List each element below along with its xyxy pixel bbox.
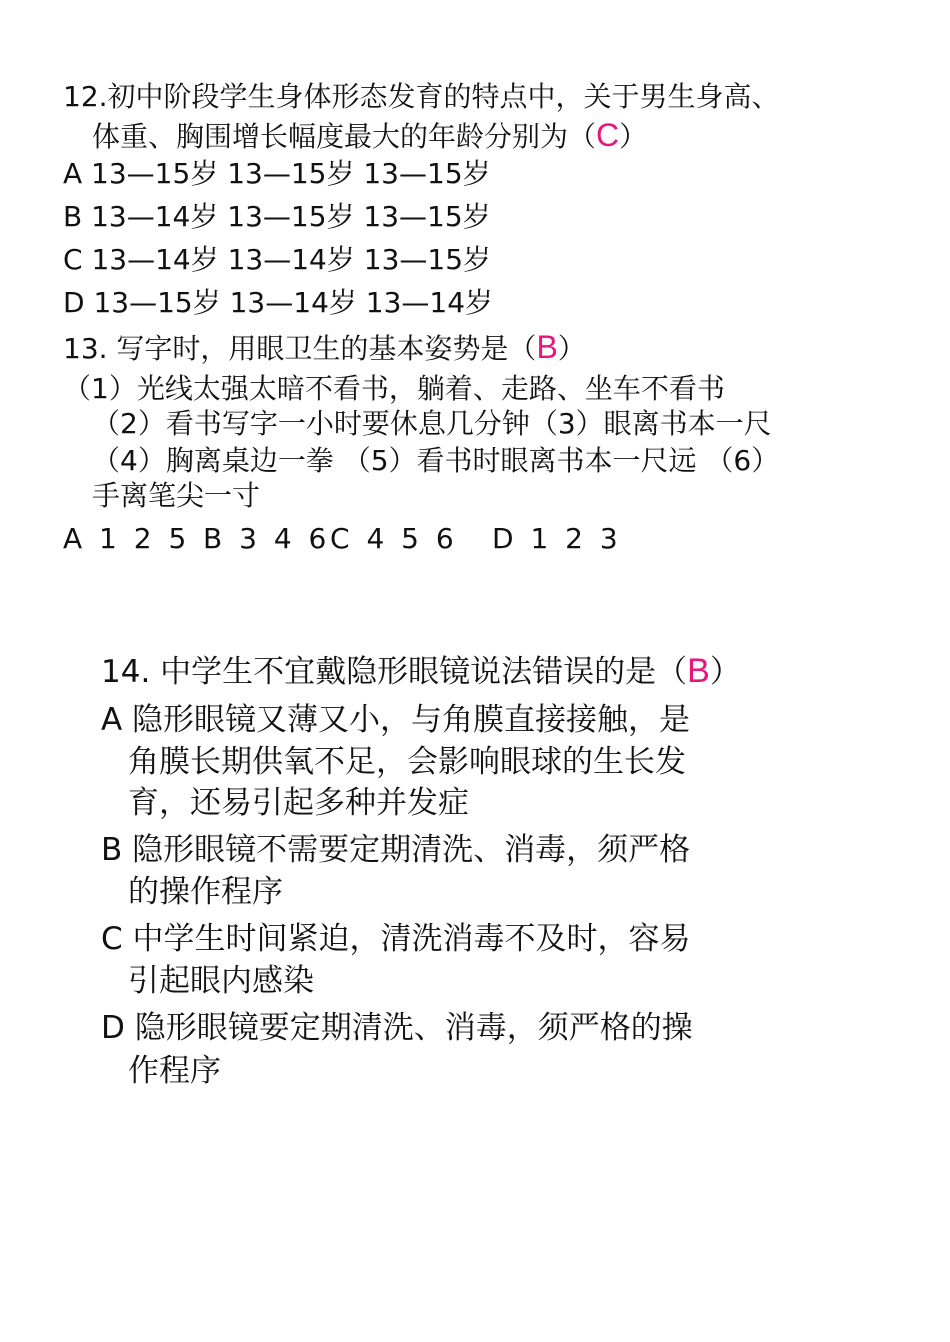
q12-stem-line1: 12.初中阶段学生身体形态发育的特点中，关于男生身高、 bbox=[63, 80, 780, 113]
q14-option-c-line2: 引起眼内感染 bbox=[128, 963, 314, 999]
q12-option-d: D 13—15岁 13—14岁 13—14岁 bbox=[63, 286, 494, 319]
q13-stem bbox=[63, 331, 586, 363]
q12-option-a: A 13—15岁 13—15岁 13—15岁 bbox=[63, 157, 491, 190]
q14-option-b-line2: 的操作程序 bbox=[128, 874, 283, 910]
q13-stem-close: ） bbox=[557, 332, 586, 365]
q14-stem-text: 14. 中学生不宜戴隐形眼镜说法错误的是（ bbox=[101, 654, 688, 690]
q13-item-line: 手离笔尖一寸 bbox=[92, 479, 261, 512]
q14-option-c-line1: C 中学生时间紧迫，清洗消毒不及时，容易 bbox=[101, 921, 691, 957]
q14-option-a-line1: A 隐形眼镜又薄又小，与角膜直接接触，是 bbox=[101, 702, 691, 738]
q12-option-b: B 13—14岁 13—15岁 13—15岁 bbox=[63, 200, 491, 233]
q13-option-d: D 1 2 3 bbox=[492, 522, 622, 555]
q14-stem bbox=[101, 654, 741, 688]
q14-option-d-line2: 作程序 bbox=[128, 1053, 221, 1089]
q13-item-line: （4）胸离桌边一拳 （5）看书时眼离书本一尺远 （6） bbox=[92, 444, 780, 477]
q13-option-b: B 3 4 6 bbox=[203, 522, 331, 555]
q12-answer-mark: C bbox=[596, 117, 620, 153]
q12-stem-text: 体重、胸围增长幅度最大的年龄分别为（ bbox=[92, 120, 597, 153]
q12-option-c: C 13—14岁 13—14岁 13—15岁 bbox=[63, 243, 492, 276]
q13-option-c: C 4 5 6 bbox=[330, 522, 458, 555]
q13-item-line: （2）看书写字一小时要休息几分钟（3）眼离书本一尺 bbox=[92, 407, 772, 440]
q13-answer-mark: B bbox=[536, 329, 558, 365]
q14-option-a-line3: 育，还易引起多种并发症 bbox=[128, 785, 469, 821]
q13-option-a: A 1 2 5 bbox=[63, 522, 191, 555]
q14-stem-close: ） bbox=[709, 654, 741, 690]
q13-item-line: （1）光线太强太暗不看书，躺着、走路、坐车不看书 bbox=[63, 372, 725, 405]
q12-stem-line2 bbox=[92, 119, 647, 151]
q12-stem-close: ） bbox=[619, 120, 648, 153]
q13-stem-text: 13. 写字时，用眼卫生的基本姿势是（ bbox=[63, 332, 537, 365]
q14-answer-mark: B bbox=[687, 652, 710, 690]
q14-option-b-line1: B 隐形眼镜不需要定期清洗、消毒，须严格 bbox=[101, 832, 691, 868]
q14-option-a-line2: 角膜长期供氧不足，会影响眼球的生长发 bbox=[128, 744, 686, 780]
q14-option-d-line1: D 隐形眼镜要定期清洗、消毒，须严格的操 bbox=[101, 1010, 693, 1046]
